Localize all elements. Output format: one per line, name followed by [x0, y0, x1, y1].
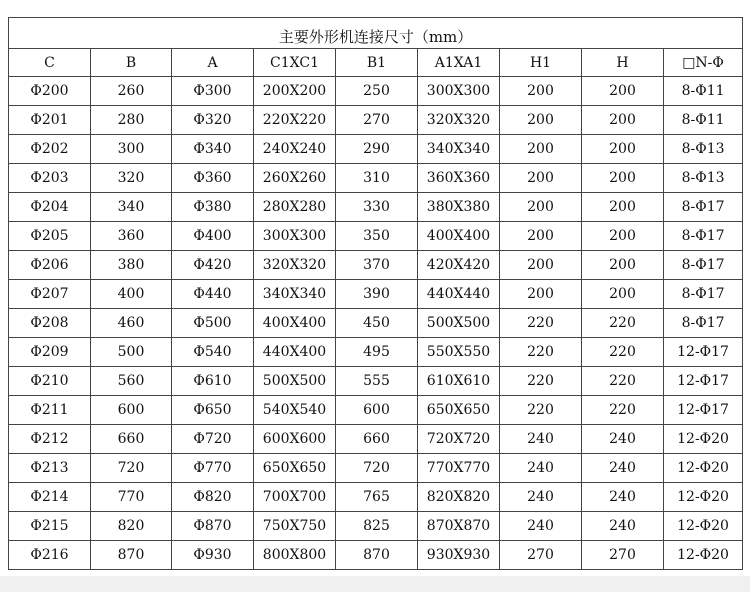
table-cell: Φ204	[9, 193, 91, 222]
column-header: H1	[500, 49, 582, 77]
table-cell: 220	[582, 338, 664, 367]
table-cell: 400X400	[418, 222, 500, 251]
table-cell: Φ209	[9, 338, 91, 367]
table-cell: 320X320	[254, 251, 336, 280]
table-cell: 870X870	[418, 512, 500, 541]
table-cell: 8-Φ13	[664, 135, 743, 164]
table-cell: 765	[336, 483, 418, 512]
table-cell: 12-Φ17	[664, 338, 743, 367]
table-cell: 8-Φ17	[664, 193, 743, 222]
table-cell: 720	[91, 454, 172, 483]
table-cell: 770	[91, 483, 172, 512]
table-cell: Φ610	[172, 367, 254, 396]
table-cell: 8-Φ11	[664, 77, 743, 106]
table-row	[9, 135, 743, 164]
table-cell: Φ206	[9, 251, 91, 280]
table-cell: Φ380	[172, 193, 254, 222]
table-cell: Φ210	[9, 367, 91, 396]
table-cell: 540X540	[254, 396, 336, 425]
table-cell: 600X600	[254, 425, 336, 454]
table-cell: 270	[336, 106, 418, 135]
column-header: A	[172, 49, 254, 77]
table-cell: 360	[91, 222, 172, 251]
table-cell: Φ212	[9, 425, 91, 454]
table-cell: 200	[500, 193, 582, 222]
table-row	[9, 338, 743, 367]
table-cell: 200	[500, 164, 582, 193]
table-cell: 550X550	[418, 338, 500, 367]
table-row	[9, 164, 743, 193]
table-cell: 200	[500, 135, 582, 164]
table-cell: 12-Φ20	[664, 454, 743, 483]
table-cell: 200	[582, 193, 664, 222]
table-cell: 8-Φ11	[664, 106, 743, 135]
table-cell: Φ820	[172, 483, 254, 512]
table-cell: 220X220	[254, 106, 336, 135]
table-cell: 825	[336, 512, 418, 541]
table-cell: Φ213	[9, 454, 91, 483]
table-cell: Φ440	[172, 280, 254, 309]
table-body	[9, 77, 743, 570]
table-cell: 12-Φ20	[664, 483, 743, 512]
table-cell: 220	[582, 367, 664, 396]
column-header: A1XA1	[418, 49, 500, 77]
table-cell: 660	[336, 425, 418, 454]
table-cell: Φ720	[172, 425, 254, 454]
table-cell: 770X770	[418, 454, 500, 483]
table-title-row	[9, 18, 743, 49]
table-cell: 440X400	[254, 338, 336, 367]
column-header: □N-Φ	[664, 49, 743, 77]
table-cell: 650X650	[418, 396, 500, 425]
table-cell: 555	[336, 367, 418, 396]
table-cell: 220	[582, 309, 664, 338]
table-cell: 870	[91, 541, 172, 570]
table-row	[9, 77, 743, 106]
table-cell: Φ201	[9, 106, 91, 135]
table-cell: Φ205	[9, 222, 91, 251]
table-cell: 610X610	[418, 367, 500, 396]
table-cell: 300	[91, 135, 172, 164]
table-row	[9, 193, 743, 222]
table-cell: 8-Φ17	[664, 309, 743, 338]
table-cell: 260X260	[254, 164, 336, 193]
table-cell: 270	[582, 541, 664, 570]
table-cell: 280	[91, 106, 172, 135]
column-header: C	[9, 49, 91, 77]
table-row	[9, 454, 743, 483]
table-cell: 240	[582, 425, 664, 454]
table-cell: 420X420	[418, 251, 500, 280]
table-cell: Φ207	[9, 280, 91, 309]
table-cell: 600	[91, 396, 172, 425]
table-cell: 320X320	[418, 106, 500, 135]
table-cell: 200X200	[254, 77, 336, 106]
table-cell: 12-Φ20	[664, 512, 743, 541]
table-cell: 290	[336, 135, 418, 164]
table-cell: Φ320	[172, 106, 254, 135]
table-cell: Φ540	[172, 338, 254, 367]
table-cell: Φ215	[9, 512, 91, 541]
table-cell: 340	[91, 193, 172, 222]
table-cell: 12-Φ20	[664, 425, 743, 454]
table-cell: 495	[336, 338, 418, 367]
table-cell: Φ930	[172, 541, 254, 570]
table-cell: 650X650	[254, 454, 336, 483]
table-cell: Φ420	[172, 251, 254, 280]
table-cell: 240	[582, 454, 664, 483]
table-cell: 200	[582, 251, 664, 280]
column-header: B1	[336, 49, 418, 77]
table-row	[9, 251, 743, 280]
table-cell: 240	[500, 512, 582, 541]
table-cell: 300X300	[254, 222, 336, 251]
table-row	[9, 309, 743, 338]
table-cell: 200	[582, 280, 664, 309]
table-cell: 250	[336, 77, 418, 106]
table-cell: 220	[500, 367, 582, 396]
table-cell: 310	[336, 164, 418, 193]
table-cell: 240X240	[254, 135, 336, 164]
table-cell: 200	[500, 77, 582, 106]
table-cell: 320	[91, 164, 172, 193]
table-cell: 8-Φ17	[664, 222, 743, 251]
table-cell: 460	[91, 309, 172, 338]
table-row	[9, 396, 743, 425]
table-cell: 220	[582, 396, 664, 425]
column-header: C1XC1	[254, 49, 336, 77]
table-cell: 220	[500, 338, 582, 367]
table-cell: Φ211	[9, 396, 91, 425]
table-cell: Φ770	[172, 454, 254, 483]
bottom-strip	[0, 576, 750, 592]
table-row	[9, 222, 743, 251]
table-cell: 560	[91, 367, 172, 396]
table-header-row	[9, 49, 743, 77]
table-row	[9, 483, 743, 512]
table-cell: Φ208	[9, 309, 91, 338]
table-cell: 200	[582, 77, 664, 106]
table-cell: Φ200	[9, 77, 91, 106]
table-row	[9, 280, 743, 309]
table-cell: 200	[500, 222, 582, 251]
table-cell: 360X360	[418, 164, 500, 193]
table-cell: 8-Φ13	[664, 164, 743, 193]
table-cell: 870	[336, 541, 418, 570]
table-cell: 930X930	[418, 541, 500, 570]
table-cell: 8-Φ17	[664, 280, 743, 309]
dimension-table	[8, 17, 743, 570]
table-cell: 12-Φ17	[664, 396, 743, 425]
table-cell: 350	[336, 222, 418, 251]
table-cell: 440X440	[418, 280, 500, 309]
table-cell: 200	[582, 222, 664, 251]
table-cell: 600	[336, 396, 418, 425]
table-title: 主要外形机连接尺寸（mm）	[9, 18, 743, 49]
table-cell: Φ203	[9, 164, 91, 193]
table-cell: 660	[91, 425, 172, 454]
column-header: B	[91, 49, 172, 77]
table-cell: Φ870	[172, 512, 254, 541]
table-cell: Φ202	[9, 135, 91, 164]
table-cell: Φ340	[172, 135, 254, 164]
table-cell: 820X820	[418, 483, 500, 512]
table-cell: 380X380	[418, 193, 500, 222]
table-cell: 500	[91, 338, 172, 367]
table-cell: 500X500	[254, 367, 336, 396]
table-row	[9, 367, 743, 396]
table-row	[9, 512, 743, 541]
table-cell: 240	[582, 512, 664, 541]
table-cell: 820	[91, 512, 172, 541]
table-cell: 220	[500, 309, 582, 338]
table-cell: 450	[336, 309, 418, 338]
table-cell: Φ214	[9, 483, 91, 512]
table-cell: 340X340	[418, 135, 500, 164]
table-cell: 200	[500, 251, 582, 280]
table-cell: Φ216	[9, 541, 91, 570]
table-cell: 800X800	[254, 541, 336, 570]
table-cell: 380	[91, 251, 172, 280]
table-cell: 720X720	[418, 425, 500, 454]
table-cell: Φ360	[172, 164, 254, 193]
table-cell: 260	[91, 77, 172, 106]
table-cell: 240	[582, 483, 664, 512]
table-cell: 240	[500, 483, 582, 512]
table-cell: 12-Φ17	[664, 367, 743, 396]
table-cell: 750X750	[254, 512, 336, 541]
table-cell: 500X500	[418, 309, 500, 338]
table-cell: 200	[500, 280, 582, 309]
table-cell: 720	[336, 454, 418, 483]
table-cell: 390	[336, 280, 418, 309]
table-cell: Φ650	[172, 396, 254, 425]
table-cell: 340X340	[254, 280, 336, 309]
table-row	[9, 106, 743, 135]
table-cell: 400	[91, 280, 172, 309]
table-cell: 220	[500, 396, 582, 425]
table-cell: Φ400	[172, 222, 254, 251]
table-cell: 330	[336, 193, 418, 222]
table-row	[9, 425, 743, 454]
table-cell: Φ500	[172, 309, 254, 338]
table-cell: 280X280	[254, 193, 336, 222]
table-cell: 8-Φ17	[664, 251, 743, 280]
table-cell: Φ300	[172, 77, 254, 106]
column-header: H	[582, 49, 664, 77]
table-cell: 270	[500, 541, 582, 570]
table-cell: 300X300	[418, 77, 500, 106]
table-cell: 200	[582, 164, 664, 193]
table-cell: 200	[582, 135, 664, 164]
table-cell: 370	[336, 251, 418, 280]
table-cell: 240	[500, 454, 582, 483]
table-row	[9, 541, 743, 570]
table-cell: 400X400	[254, 309, 336, 338]
table-cell: 12-Φ20	[664, 541, 743, 570]
table-cell: 240	[500, 425, 582, 454]
table-cell: 200	[500, 106, 582, 135]
table-cell: 200	[582, 106, 664, 135]
table-cell: 700X700	[254, 483, 336, 512]
